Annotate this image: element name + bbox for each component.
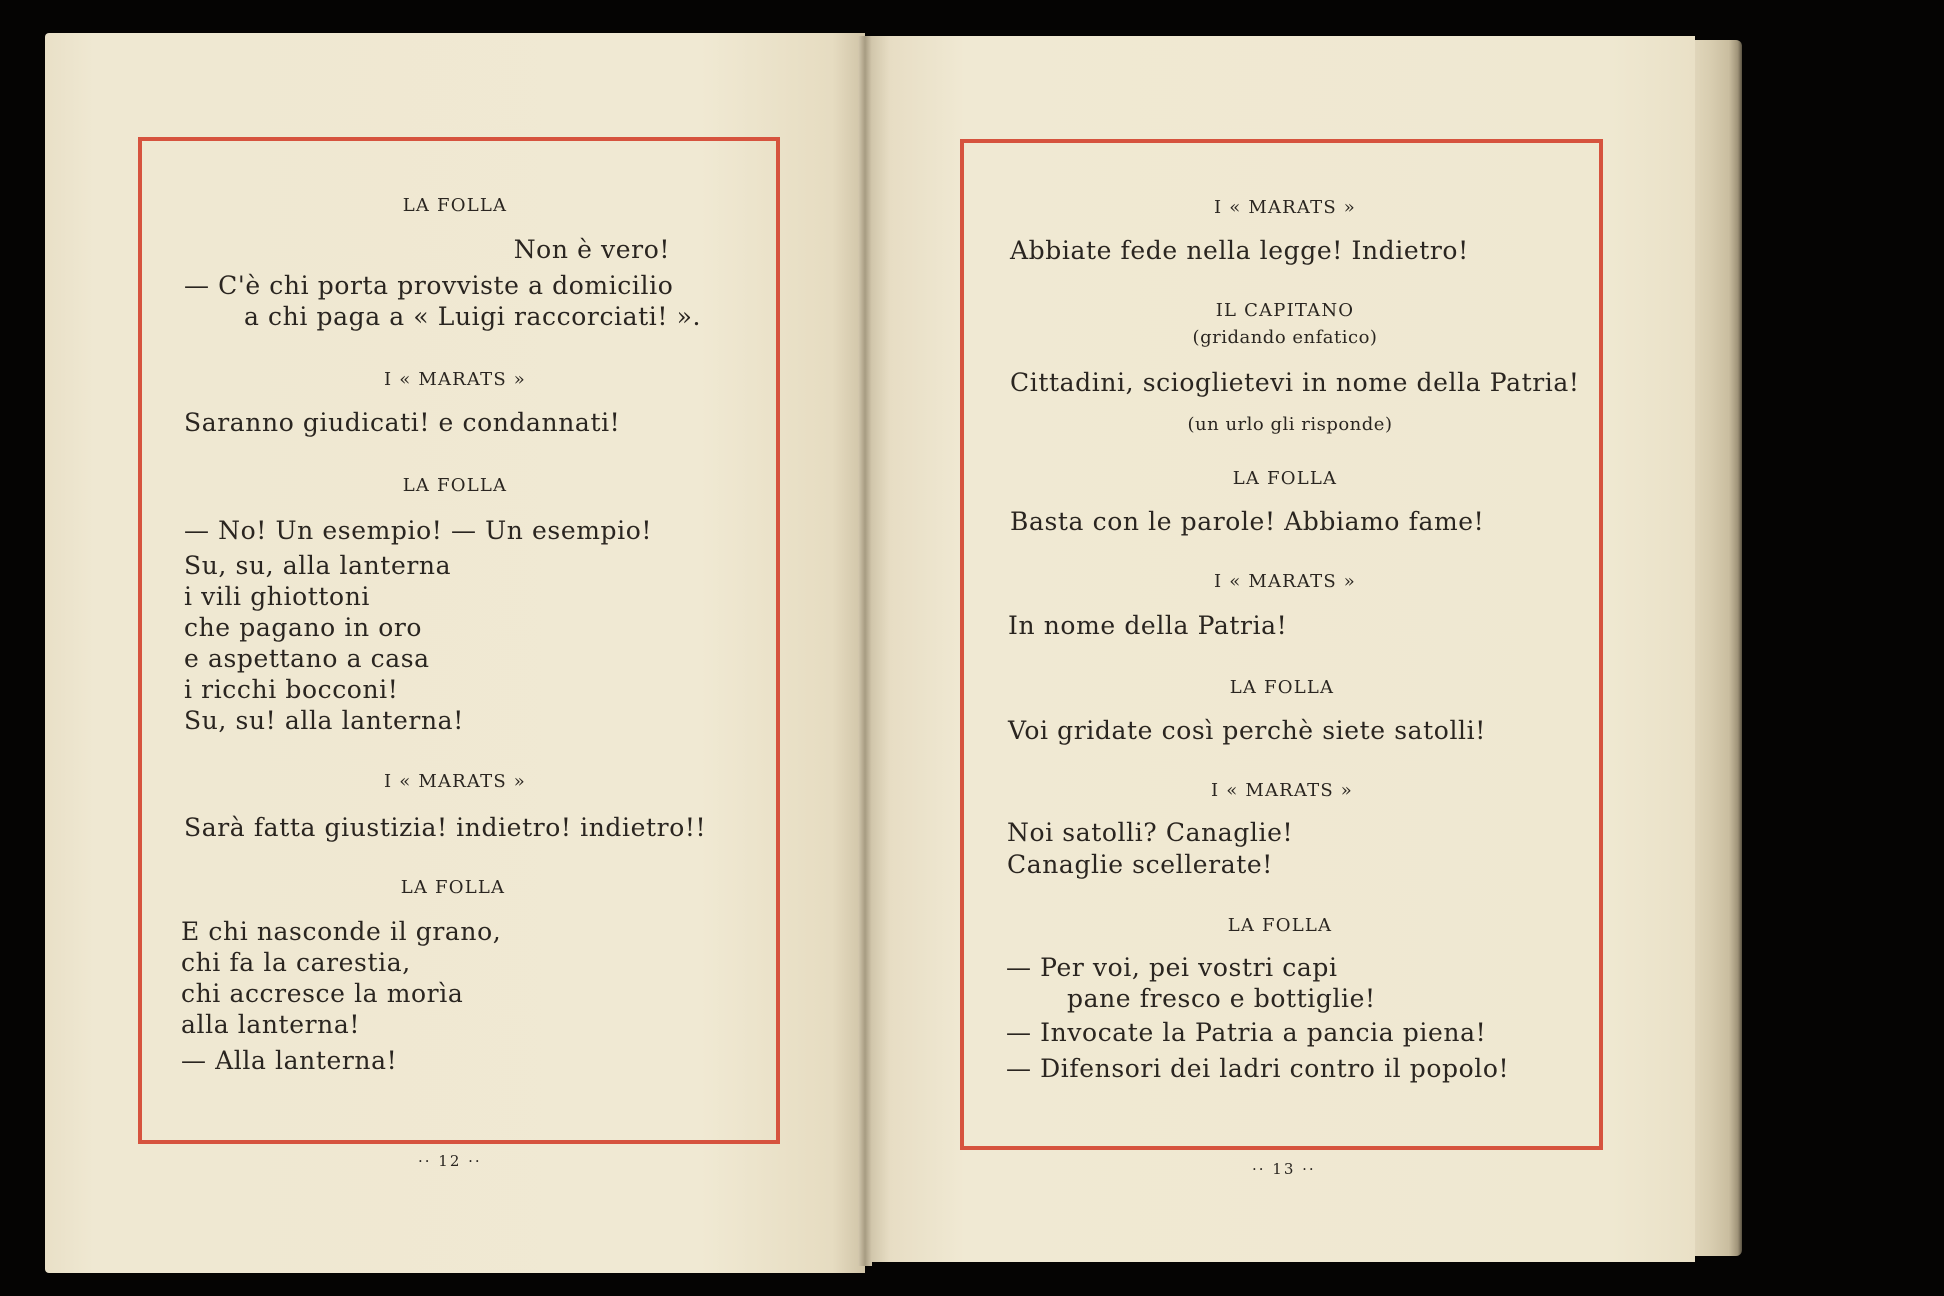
verse-line: e aspettano a casa [184,644,430,673]
verse-line: alla lanterna! [181,1010,360,1039]
verse-line: Su, su, alla lanterna [184,551,452,580]
speaker-heading: LA FOLLA [1229,677,1335,698]
verse-line: che pagano in oro [184,613,423,642]
verse-line: chi accresce la morìa [181,979,464,1008]
verse-line: Canaglie scellerate! [1007,850,1273,879]
verse-line: Saranno giudicati! e condannati! [184,408,621,437]
verse-line: i vili ghiottoni [184,582,370,611]
speaker-heading: I « MARATS » [1210,780,1354,801]
verse-line: — Difensori dei ladri contro il popolo! [1006,1054,1510,1083]
page-edges [1690,40,1742,1256]
page-number: ·· 12 ·· [418,1152,482,1170]
verse-line: Sarà fatta giustizia! indietro! indietro!! [184,813,707,842]
speaker-heading: LA FOLLA [1227,915,1333,936]
verse-line: Abbiate fede nella legge! Indietro! [1010,236,1469,265]
stage-direction: (gridando enfatico) [1192,327,1378,348]
book-gutter [858,36,872,1266]
verse-line: Noi satolli? Canaglie! [1007,818,1294,847]
verse-line: pane fresco e bottiglie! [1067,984,1376,1013]
speaker-heading: I « MARATS » [1213,197,1357,218]
verse-line: Basta con le parole! Abbiamo fame! [1010,507,1485,536]
speaker-heading: I « MARATS » [1213,571,1357,592]
verse-line: — Alla lanterna! [181,1046,398,1075]
verse-line: Su, su! alla lanterna! [184,706,464,735]
speaker-heading: LA FOLLA [1232,468,1338,489]
stage-direction: (un urlo gli risponde) [1187,414,1393,435]
verse-line: Cittadini, scioglietevi in nome della Patria! [1010,368,1580,397]
verse-line: — Per voi, pei vostri capi [1006,953,1338,982]
verse-line: — Invocate la Patria a pancia piena! [1006,1018,1487,1047]
verse-line: Non è vero! [513,235,670,264]
verse-line: chi fa la carestia, [181,948,411,977]
speaker-heading: I « MARATS » [383,771,527,792]
verse-line: a chi paga a « Luigi raccorciati! ». [244,302,702,331]
verse-line: i ricchi bocconi! [184,675,399,704]
verse-line: Voi gridate così perchè siete satolli! [1008,716,1486,745]
speaker-heading: LA FOLLA [402,195,508,216]
verse-line: In nome della Patria! [1008,611,1288,640]
verse-line: E chi nasconde il grano, [181,917,502,946]
verse-line: — C'è chi porta provviste a domicilio [184,271,674,300]
speaker-heading: LA FOLLA [400,877,506,898]
verse-line: — No! Un esempio! — Un esempio! [184,516,653,545]
speaker-heading: LA FOLLA [402,475,508,496]
speaker-heading: I « MARATS » [383,369,527,390]
speaker-heading: IL CAPITANO [1215,300,1355,321]
page-number: ·· 13 ·· [1252,1160,1316,1178]
